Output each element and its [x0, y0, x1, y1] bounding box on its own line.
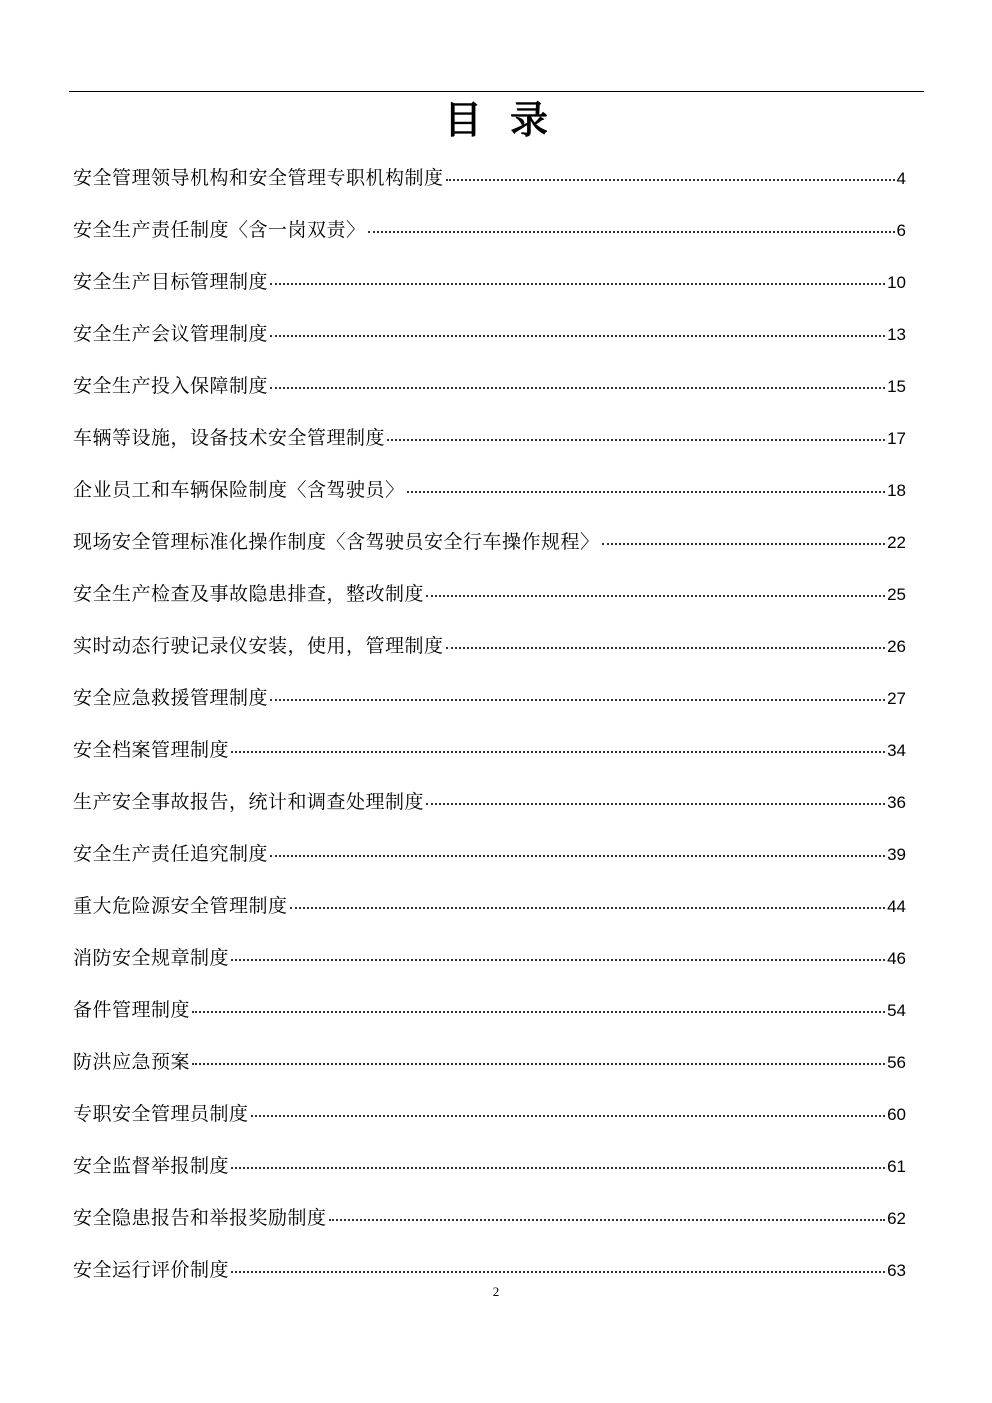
toc-entry-label: 实时动态行驶记录仪安装，使用，管理制度 — [73, 634, 444, 657]
toc-entry[interactable] — [73, 1034, 906, 1086]
toc-entry-label: 安全档案管理制度 — [73, 738, 230, 761]
toc-entry[interactable] — [73, 878, 906, 930]
toc-entry[interactable] — [73, 826, 906, 878]
table-of-contents — [73, 150, 906, 1294]
toc-entry-label: 重大危险源安全管理制度 — [73, 894, 288, 917]
toc-entry-label: 企业员工和车辆保险制度〈含驾驶员〉 — [73, 478, 405, 501]
toc-entry-label: 安全监督举报制度 — [73, 1154, 230, 1177]
toc-dot-leader — [270, 387, 885, 389]
toc-entry-page: 56 — [887, 1053, 906, 1072]
toc-entry-page: 6 — [896, 221, 906, 240]
toc-dot-leader — [407, 491, 886, 493]
toc-entry-page: 15 — [887, 377, 906, 396]
toc-entry-label: 安全运行评价制度 — [73, 1258, 230, 1281]
toc-entry-page: 13 — [887, 325, 906, 344]
toc-entry[interactable] — [73, 618, 906, 670]
toc-dot-leader — [231, 959, 885, 961]
toc-dot-leader — [251, 1115, 886, 1117]
toc-entry-page: 25 — [887, 585, 906, 604]
toc-entry[interactable] — [73, 410, 906, 462]
toc-entry[interactable] — [73, 514, 906, 566]
toc-dot-leader — [290, 907, 886, 909]
toc-entry-label: 安全隐患报告和举报奖励制度 — [73, 1206, 327, 1229]
toc-entry-page: 26 — [887, 637, 906, 656]
toc-entry[interactable] — [73, 202, 906, 254]
toc-entry-page: 27 — [887, 689, 906, 708]
toc-entry[interactable] — [73, 254, 906, 306]
toc-entry-label: 消防安全规章制度 — [73, 946, 230, 969]
toc-entry[interactable] — [73, 1138, 906, 1190]
toc-entry-page: 22 — [887, 533, 906, 552]
toc-entry-label: 安全生产责任制度〈含一岗双责〉 — [73, 218, 366, 241]
toc-entry-label: 生产安全事故报告，统计和调查处理制度 — [73, 790, 425, 813]
toc-entry-page: 44 — [887, 897, 906, 916]
toc-dot-leader — [231, 751, 885, 753]
toc-entry-page: 63 — [887, 1261, 906, 1280]
toc-entry[interactable] — [73, 774, 906, 826]
toc-entry-label: 安全生产会议管理制度 — [73, 322, 269, 345]
toc-dot-leader — [192, 1011, 885, 1013]
toc-entry[interactable] — [73, 1086, 906, 1138]
toc-entry[interactable] — [73, 462, 906, 514]
toc-entry-label: 防洪应急预案 — [73, 1050, 191, 1073]
toc-dot-leader — [387, 439, 885, 441]
toc-entry[interactable] — [73, 670, 906, 722]
toc-entry[interactable] — [73, 358, 906, 410]
toc-entry-label: 备件管理制度 — [73, 998, 191, 1021]
toc-entry-page: 17 — [887, 429, 906, 448]
toc-entry[interactable] — [73, 722, 906, 774]
toc-dot-leader — [270, 699, 885, 701]
toc-dot-leader — [192, 1063, 885, 1065]
toc-dot-leader — [231, 1271, 885, 1273]
toc-entry-label: 安全生产检查及事故隐患排查，整改制度 — [73, 582, 425, 605]
toc-entry-label: 安全生产责任追究制度 — [73, 842, 269, 865]
toc-entry-page: 10 — [887, 273, 906, 292]
toc-dot-leader — [329, 1219, 886, 1221]
toc-entry-page: 60 — [887, 1105, 906, 1124]
toc-entry-page: 62 — [887, 1209, 906, 1228]
toc-entry-page: 46 — [887, 949, 906, 968]
toc-entry[interactable] — [73, 982, 906, 1034]
toc-entry[interactable] — [73, 1190, 906, 1242]
toc-dot-leader — [368, 231, 895, 233]
toc-entry[interactable] — [73, 566, 906, 618]
toc-entry-page: 4 — [896, 169, 906, 188]
toc-dot-leader — [231, 1167, 885, 1169]
toc-dot-leader — [270, 335, 885, 337]
toc-entry[interactable] — [73, 150, 906, 202]
page-number: 2 — [492, 1284, 500, 1299]
toc-entry-page: 54 — [887, 1001, 906, 1020]
toc-entry-label: 专职安全管理员制度 — [73, 1102, 249, 1125]
toc-dot-leader — [446, 647, 886, 649]
toc-entry-label: 安全生产目标管理制度 — [73, 270, 269, 293]
toc-entry-label: 安全管理领导机构和安全管理专职机构制度 — [73, 166, 444, 189]
toc-dot-leader — [426, 595, 885, 597]
toc-entry-label: 现场安全管理标准化操作制度〈含驾驶员安全行车操作规程〉 — [73, 530, 600, 553]
toc-entry[interactable] — [73, 306, 906, 358]
toc-entry-page: 39 — [887, 845, 906, 864]
toc-entry-label: 安全生产投入保障制度 — [73, 374, 269, 397]
toc-entry[interactable] — [73, 930, 906, 982]
toc-entry-page: 36 — [887, 793, 906, 812]
toc-entry-page: 61 — [887, 1157, 906, 1176]
toc-entry-page: 18 — [887, 481, 906, 500]
page-title: 目录 — [443, 98, 576, 142]
toc-dot-leader — [602, 543, 886, 545]
toc-dot-leader — [446, 179, 895, 181]
toc-dot-leader — [270, 283, 885, 285]
toc-dot-leader — [426, 803, 885, 805]
toc-dot-leader — [270, 855, 885, 857]
toc-entry-label: 车辆等设施，设备技术安全管理制度 — [73, 426, 386, 449]
toc-entry-label: 安全应急救援管理制度 — [73, 686, 269, 709]
toc-entry-page: 34 — [887, 741, 906, 760]
header-rule — [69, 91, 924, 92]
